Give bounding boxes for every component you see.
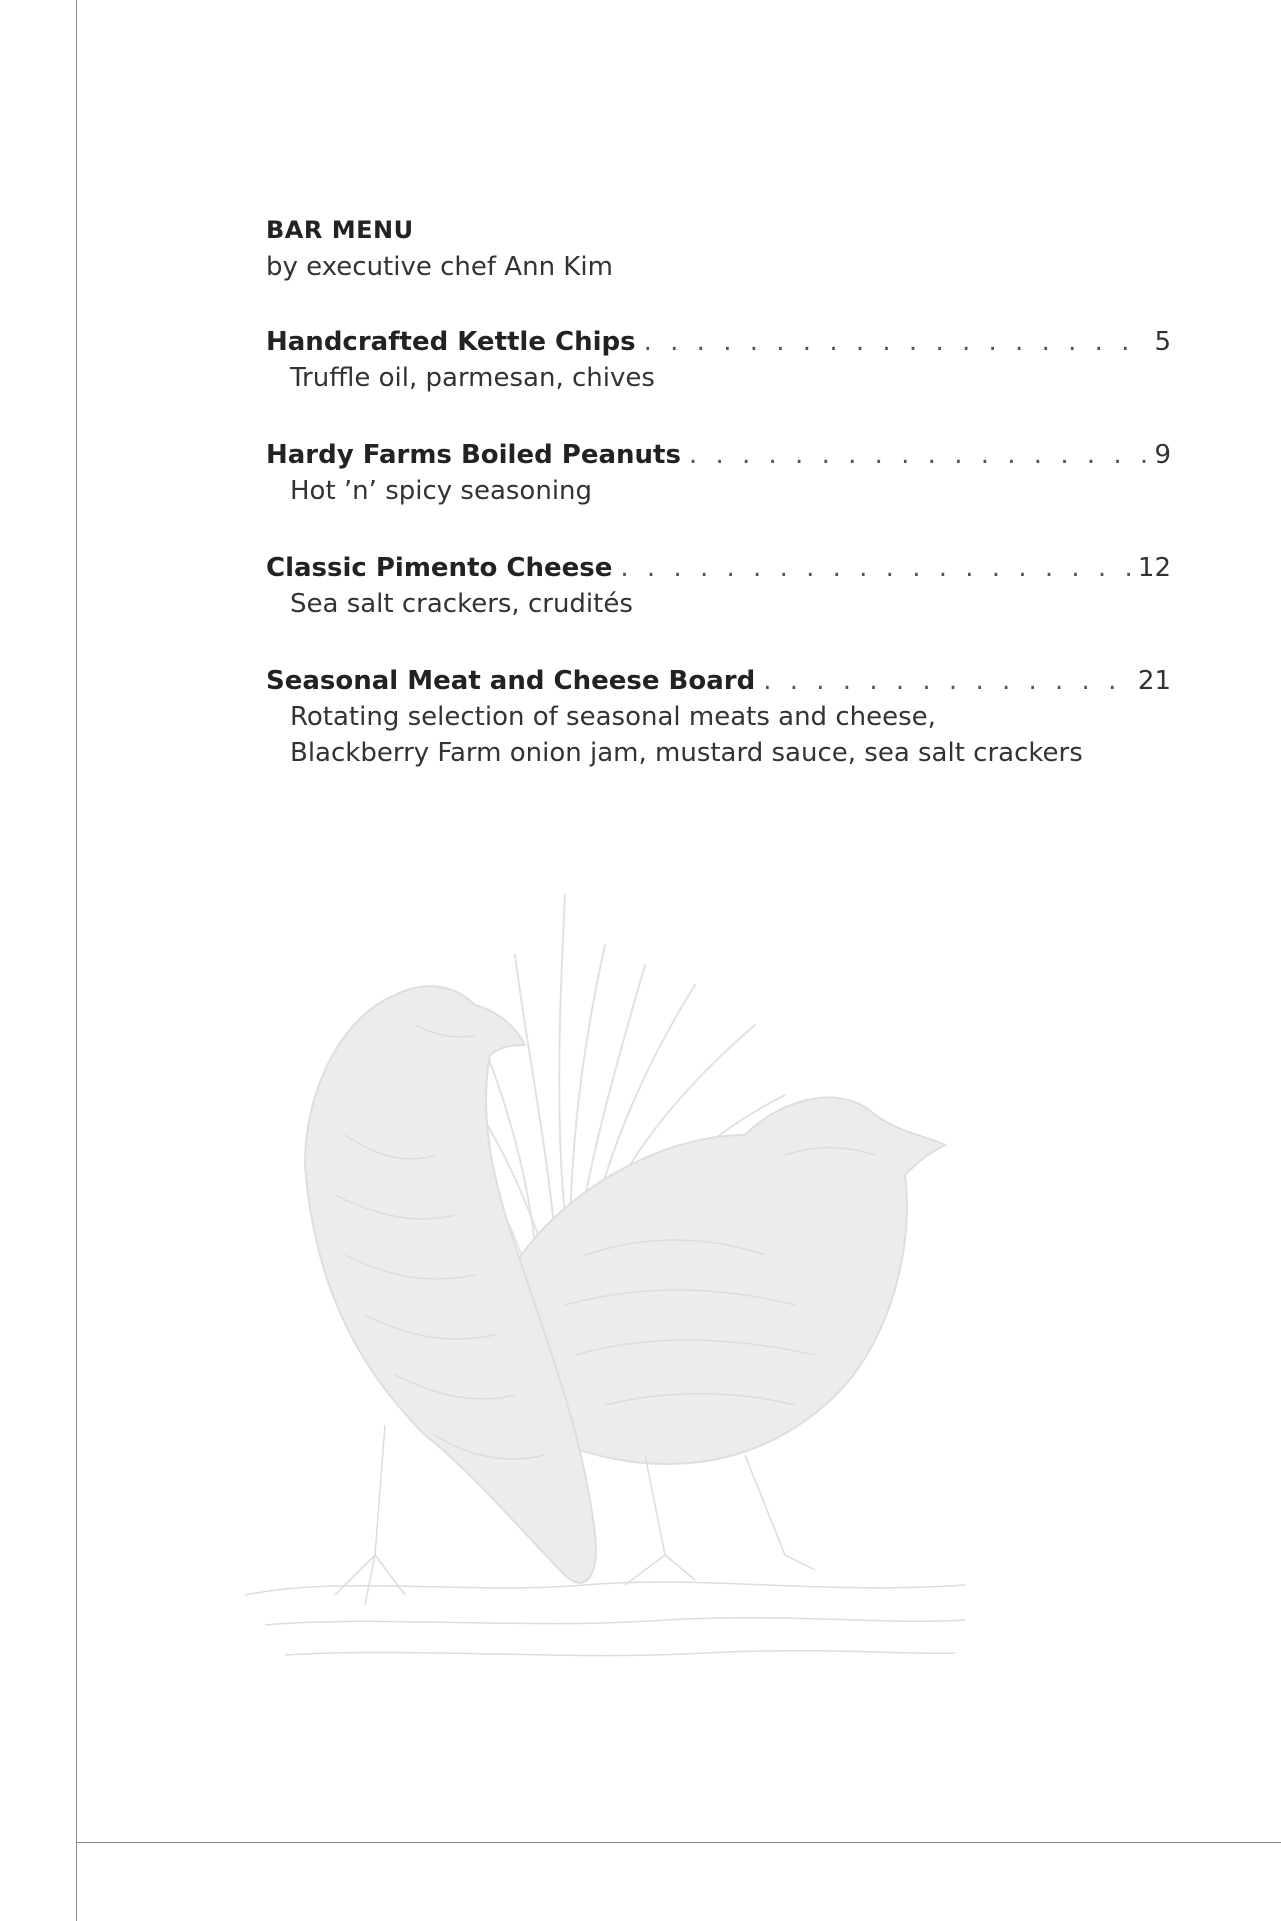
menu-item-price: 21 <box>1137 666 1171 696</box>
dot-leader <box>689 437 1147 473</box>
menu-item-name: Seasonal Meat and Cheese Board <box>266 666 756 696</box>
left-margin-rule <box>76 0 77 1921</box>
menu-item-price: 5 <box>1154 327 1171 357</box>
menu-item-description: Hot ’n’ spicy seasoning <box>290 476 593 506</box>
menu-item-header <box>266 663 1171 699</box>
dot-leader <box>620 550 1130 586</box>
menu-title: BAR MENU <box>266 216 414 244</box>
quail-illustration-icon <box>225 835 985 1740</box>
menu-item-header <box>266 324 1171 360</box>
dot-leader <box>644 324 1147 360</box>
menu-item-header <box>266 550 1171 586</box>
menu-item-description: Rotating selection of seasonal meats and cheese, <box>290 702 936 732</box>
menu-item-description: Sea salt crackers, crudités <box>290 589 633 619</box>
menu-item-price: 9 <box>1154 440 1171 470</box>
menu-item-name: Classic Pimento Cheese <box>266 553 613 583</box>
menu-item-price: 12 <box>1137 553 1171 583</box>
footer-rule <box>76 1842 1281 1843</box>
menu-item-boiled-peanuts <box>266 437 1171 509</box>
menu-item-pimento-cheese <box>266 550 1171 622</box>
menu-item-name: Hardy Farms Boiled Peanuts <box>266 440 681 470</box>
menu-item-description: Blackberry Farm onion jam, mustard sauce, sea salt crackers <box>290 738 1083 768</box>
menu-item-kettle-chips <box>266 324 1171 396</box>
menu-subtitle: by executive chef Ann Kim <box>266 252 613 282</box>
menu-item-name: Handcrafted Kettle Chips <box>266 327 636 357</box>
bar-menu <box>266 212 1171 812</box>
menu-item-meat-cheese-board <box>266 663 1171 771</box>
menu-item-description: Truffle oil, parmesan, chives <box>290 363 655 393</box>
menu-item-header <box>266 437 1171 473</box>
dot-leader <box>763 663 1130 699</box>
